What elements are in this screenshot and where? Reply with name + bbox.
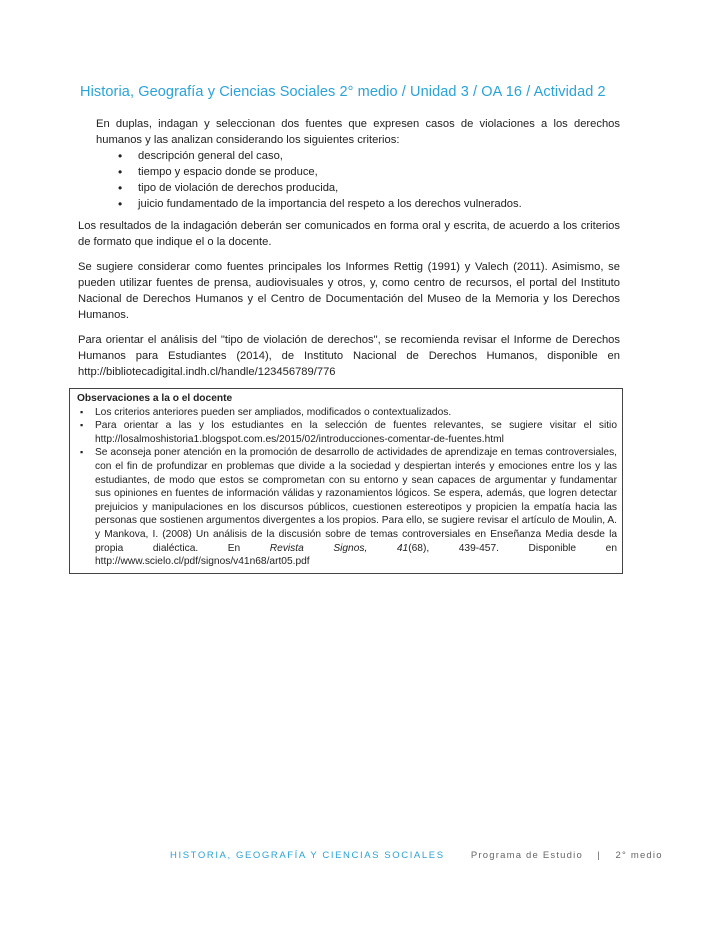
observation-text-end: (68), 439-457. Disponible en http://www.scielo.cl/pdf/signos/v41n68/art05.pdf bbox=[95, 542, 617, 568]
observations-title: Observaciones a la o el docente bbox=[77, 393, 233, 404]
criteria-item: • descripción general del caso, bbox=[138, 148, 620, 164]
page-title: Historia, Geografía y Ciencias Sociales 2° medio / Unidad 3 / OA 16 / Actividad 2 bbox=[80, 84, 606, 100]
criteria-item: • juicio fundamentado de la importancia del respeto a los derechos vulnerados. bbox=[138, 196, 620, 212]
footer-program: Programa de Estudio bbox=[470, 850, 583, 861]
analysis-paragraph: Para orientar el análisis del "tipo de violación de derechos", se recomienda revisar el Informe de Derechos Humanos para Estudiantes (2014), de Instituto Nacional de Derechos Humanos, disponible en http://bibliotecadigital.indh.cl/handle/123456789/776 bbox=[78, 334, 620, 378]
footer-level: 2° medio bbox=[615, 850, 663, 861]
footer-separator: | bbox=[597, 850, 602, 861]
criteria-item: • tipo de violación de derechos producida, bbox=[138, 180, 620, 196]
observation-text: Se aconseja poner atención en la promoción de desarrollo de actividades de aprendizaje en temas controversiales, con el fin de profundizar en problemas que divide a la sociedad y despiertan interés y emociones entre los y las estudiantes, de modo que estos se comprometan con su entorno y sean capaces de argumentar y fundamentar sus opiniones en fuentes de información válidas y razonamientos lógicos. Se espera, además, que logren detectar prejuicios y manipulaciones en los discursos públicos, cuestionen estereotipos y propicien la empatía hacia las personas que sostienen argumentos divergentes a los propios. Para ello, se sugiere revisar el artículo de Moulin, A. y Mankova, I. (2008) Un análisis de la discusión sobre de temas controversiales en Enseñanza Media desde la propia dialéctica. En bbox=[95, 447, 617, 554]
observation-item bbox=[95, 446, 617, 568]
observations-list bbox=[77, 406, 617, 569]
footer-subject: HISTORIA, GEOGRAFÍA Y CIENCIAS SOCIALES bbox=[170, 850, 445, 861]
results-paragraph: Los resultados de la indagación deberán ser comunicados en forma oral y escrita, de acuerdo a los criterios de formato que indique el o la docente. bbox=[78, 220, 620, 248]
criteria-list bbox=[78, 148, 620, 212]
observation-item: ▪ Los criterios anteriores pueden ser ampliados, modificados o contextualizados. bbox=[95, 406, 617, 420]
journal-title: Revista Signos, 41 bbox=[269, 542, 409, 554]
page-footer bbox=[170, 850, 663, 861]
intro-paragraph: En duplas, indagan y seleccionan dos fuentes que expresen casos de violaciones a los derechos humanos y las analizan considerando los siguientes criterios: bbox=[96, 118, 620, 146]
activity-content bbox=[78, 116, 620, 389]
criteria-item: • tiempo y espacio donde se produce, bbox=[138, 164, 620, 180]
observation-item: ▪ Para orientar a las y los estudiantes en la selección de fuentes relevantes, se sugiere visitar el sitio http://losalmoshistoria1.blogspot.com.es/2015/02/introducciones-comentar-de-fuentes.html bbox=[95, 419, 617, 446]
sources-paragraph: Se sugiere considerar como fuentes principales los Informes Rettig (1991) y Valech (2011). Asimismo, se pueden utilizar fuentes de prensa, audiovisuales y otros, y, como centro de recursos, el portal del Instituto Nacional de Derechos Humanos y el Centro de Documentación del Museo de la Memoria y los Derechos Humanos. bbox=[78, 261, 620, 321]
teacher-observations-box bbox=[69, 388, 623, 574]
